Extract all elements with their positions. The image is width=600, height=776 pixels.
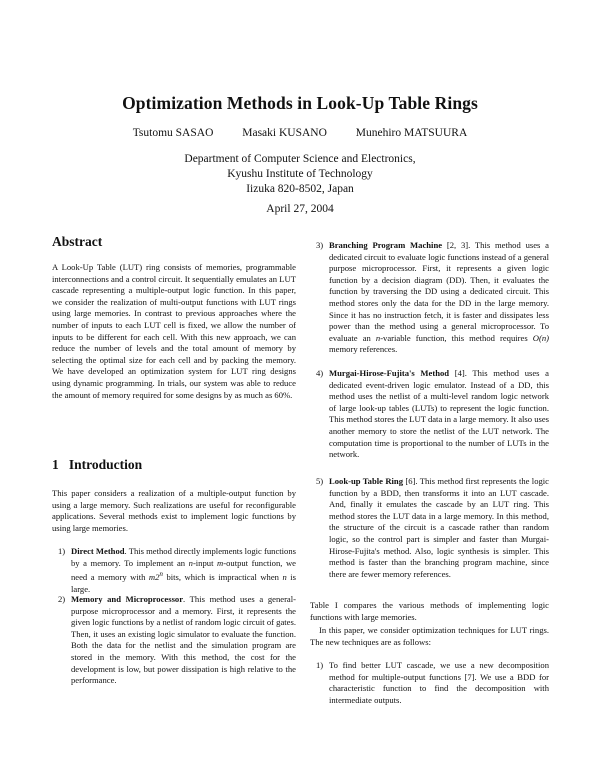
- intro-heading-number: 1: [52, 457, 59, 472]
- method-number: 3): [316, 240, 324, 250]
- method-item: [316, 240, 549, 356]
- intro-paragraph: This paper considers a realization of a multiple-output function by using a large memory. Such realizations are useful for reconfigurable applications. Several methods exist to implement logic functions by using large memories.: [52, 488, 296, 533]
- method-text: Branching Program Machine [2, 3]. This method uses a dedicated circuit to evaluate logic functions instead of a general purpose microprocessor. First, it represents a given logic function by a decision diagram (DD). Then, it evaluates the function by traversing the DD using a dedicated circuit. This method stores only the data for the DD in the large memory. Since it has no instruction fetch, it is faster and dissipates less power than the method using a general microprocessor. To evaluate an n-variable function, this method requires O(n) memory references.: [329, 240, 549, 355]
- paper-date: April 27, 2004: [266, 203, 334, 215]
- technique-text: To find better LUT cascade, we use a new decomposition method for multiple-output functions [7]. We use a BDD for characteristic function to find the decomposition with intermediate outputs.: [329, 660, 549, 705]
- abstract-text: A Look-Up Table (LUT) ring consists of memories, programmable interconnections and a control circuit. It sequentially emulates an LUT cascade representing a multiple-output logic function. In this paper, we consider the realization of multi-output functions with LUT rings using large memories. In contrast to previous approaches where the number of inputs to each LUT cell is fixed, we allow the number of inputs to be different for each cell. With this new approach, we can reduce the number of levels and the total amount of memory by selecting the optimal size for each cell and by packing the memory. We have developed an optimization system for LUT ring designs using dynamic programming. In trials, our system was able to reduce the amount of memory required for some designs by as much as 60%.: [52, 262, 296, 400]
- method-text: Memory and Microprocessor. This method uses a general-purpose microprocessor and a memory. First, it represents the given logic functions by a netlist of random logic circuit of gates. Then, it uses an existing logic simulator to evaluate the function. Both the data for the netlist and the simulation program are stored in the memory. With this method, the cost for the development is low, but power dissipation is high relative to the performance.: [71, 594, 296, 686]
- author-list: [0, 127, 600, 139]
- author-name: Munehiro MATSUURA: [355, 127, 468, 139]
- affiliation-line: Kyushu Institute of Technology: [227, 168, 373, 180]
- method-number: 1): [58, 546, 66, 556]
- intro-heading: [52, 459, 142, 471]
- affiliation: [0, 152, 600, 197]
- author-name: Masaki KUSANO: [242, 127, 327, 139]
- method-item: [316, 476, 549, 580]
- author-name: Tsutomu SASAO: [132, 127, 214, 139]
- method-text: Direct Method. This method directly implements logic functions by a memory. To implement an n-input m-output function, we need a memory with m2$^n$ bits, which is impractical when n is large.: [71, 546, 296, 594]
- method-name: Murgai-Hirose-Fujita's Method: [329, 368, 450, 378]
- affiliation-line: Department of Computer Science and Electronics,: [184, 153, 416, 165]
- method-name: Direct Method: [71, 546, 125, 556]
- technique-number: 1): [316, 660, 324, 670]
- paper-title: Optimization Methods in Look-Up Table Rings: [122, 93, 478, 113]
- method-number: 2): [58, 594, 66, 604]
- method-name: Look-up Table Ring: [329, 476, 403, 486]
- method-item: [58, 546, 296, 595]
- method-text: Murgai-Hirose-Fujita's Method [4]. This method uses a dedicated event-driven logic emulator. Instead of a DD, this method uses the netlist of a multi-level random logic network of large look-up tables (LUTs) to represent the logic function. This method stores the LUT data in a large memory. It also uses another memory to store the netlist of the LUT network. The computation time is proportional to the number of LUTs in the network.: [329, 368, 549, 460]
- comparison-paragraph: Table I compares the various methods of implementing logic functions with large memories.: [310, 600, 549, 622]
- techniques-intro-paragraph: In this paper, we consider optimization techniques for LUT rings. The new techniques are as follows:: [310, 625, 549, 647]
- abstract-heading: Abstract: [52, 234, 103, 249]
- intro-heading-text: Introduction: [68, 457, 143, 472]
- method-name: Branching Program Machine: [329, 240, 443, 250]
- affiliation-line: Iizuka 820-8502, Japan: [246, 183, 354, 195]
- method-name: Memory and Microprocessor: [71, 594, 184, 604]
- technique-item: [316, 660, 549, 706]
- method-item: [316, 368, 549, 461]
- method-item: [58, 594, 296, 687]
- method-text: Look-up Table Ring [6]. This method first represents the logic function by a BDD, then transforms it into an LUT cascade. And, finally it emulates the cascade by an LUT ring. This method stores the LUT data in a large memory. In this method, the structure of the circuit is a cascade rather than random logic, so the control part is simpler and faster than Murgai-Hirose-Fujita's method. Also, logic synthesis is simpler. This method is faster than the branching program machine, since there are fewer memory references.: [329, 476, 549, 579]
- method-number: 5): [316, 476, 324, 486]
- method-number: 4): [316, 368, 324, 378]
